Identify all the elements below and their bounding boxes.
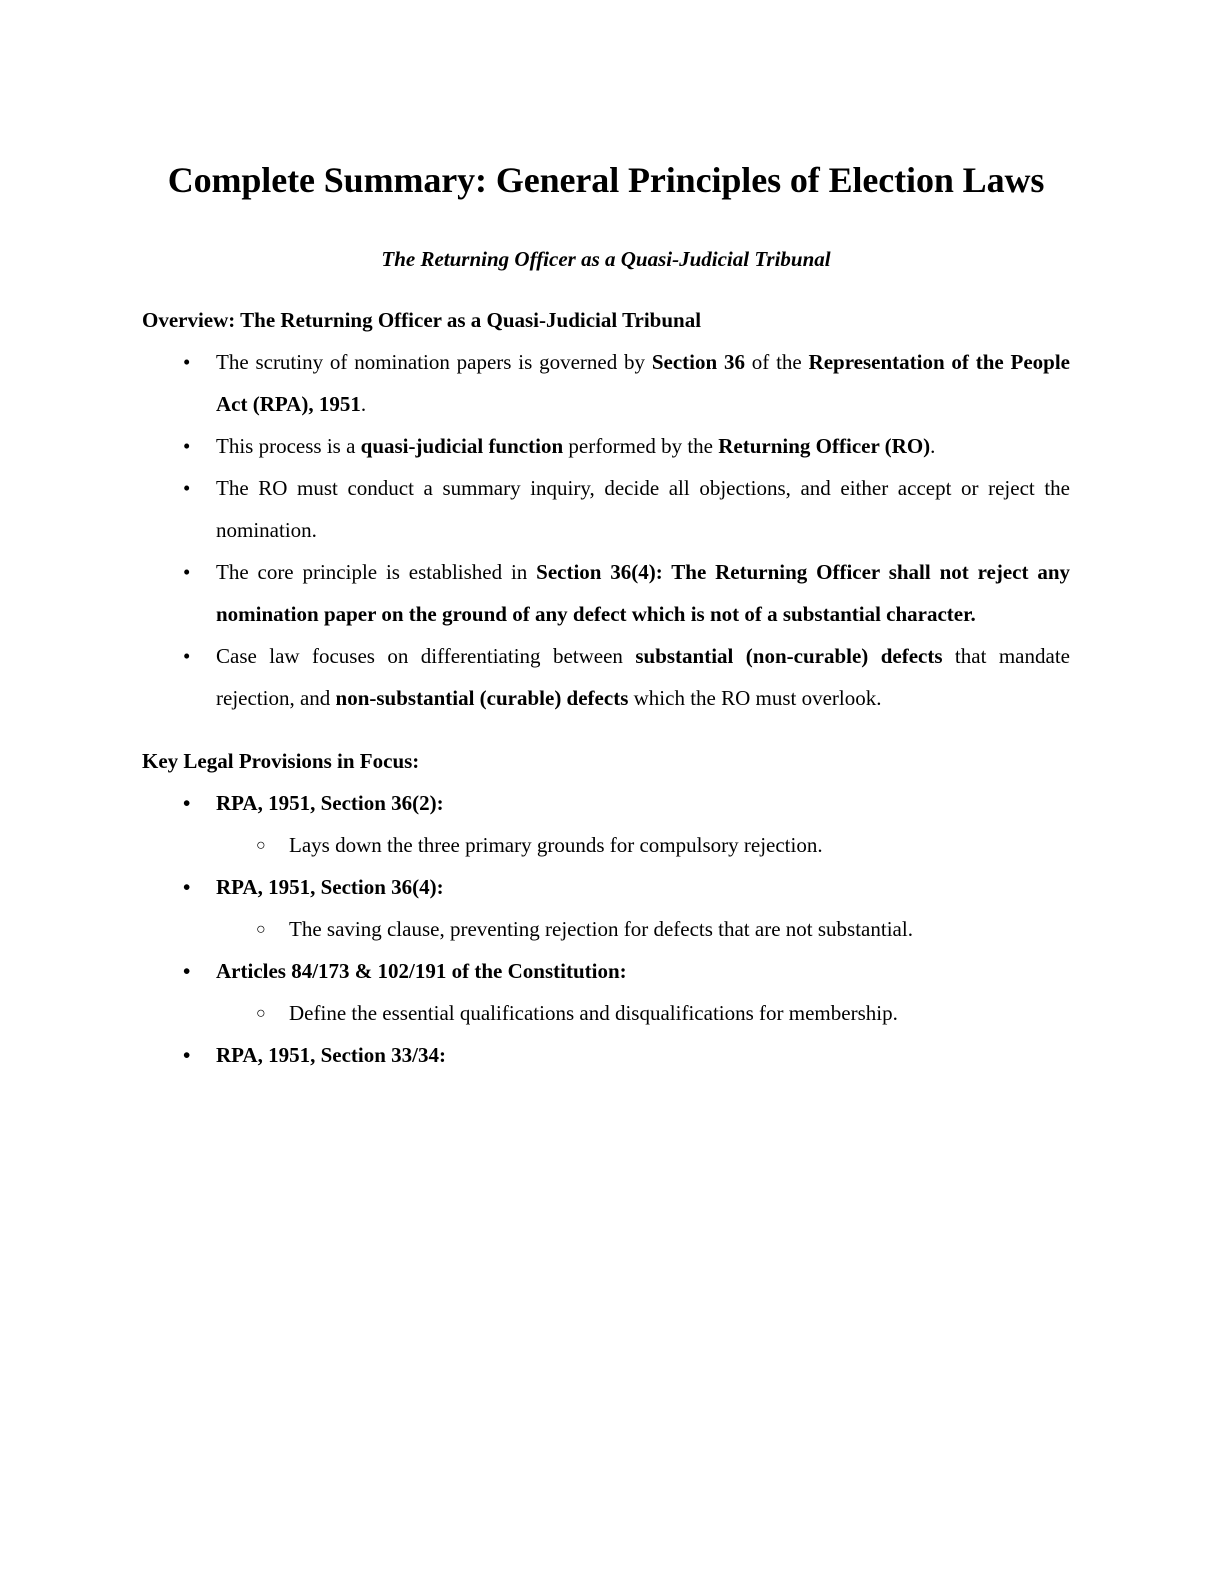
overview-bullet-item: [142, 467, 1070, 551]
overview-bullet-item: [142, 635, 1070, 719]
provision-group: [142, 782, 1070, 824]
overview-bullet-item: [142, 425, 1070, 467]
provision-detail-list: [142, 992, 1070, 1034]
document-content: [142, 0, 1070, 1076]
body-text: The core principle is established in: [216, 560, 537, 584]
body-text: of the: [744, 350, 809, 374]
overview-bullet-item: [142, 551, 1070, 635]
provision-detail-list: [142, 824, 1070, 866]
provision-group: [142, 866, 1070, 908]
emphasis-text: substantial (non-curable) defects: [635, 644, 943, 668]
provision-detail-list: [142, 908, 1070, 950]
body-text: performed by the: [563, 434, 719, 458]
emphasis-text: quasi-judicial function: [360, 434, 564, 458]
provision-detail-item: ○ Define the essential qualifications and disqualifications for membership.: [142, 992, 1070, 1034]
provision-label: • RPA, 1951, Section 36(2):: [142, 782, 1070, 824]
page-subtitle: The Returning Officer as a Quasi-Judicial Tribunal: [381, 247, 831, 271]
emphasis-text: Section 36: [651, 350, 745, 374]
body-text: This process is a: [216, 434, 361, 458]
provisions-list: [142, 782, 1070, 1076]
emphasis-text: non-substantial (curable) defects: [335, 686, 629, 710]
emphasis-text: Returning Officer (RO): [718, 434, 931, 458]
provision-label: • RPA, 1951, Section 33/34:: [142, 1034, 1070, 1076]
body-text: The RO must conduct a summary inquiry, decide all objections, and either accept or reject the nomination.: [216, 476, 1070, 542]
section-heading-key-legal-provisions: Key Legal Provisions in Focus:: [142, 749, 420, 773]
emphasis-text: Section 36(4): The Returning Officer shall not reject any nomination paper on the ground of any defect which is not of a substantial character.: [216, 560, 1070, 626]
emphasis-text: Representation of the People Act (RPA), 1951: [216, 350, 1071, 416]
overview-bullet-list: [142, 341, 1070, 719]
page-title-line-2: Laws: [962, 160, 1045, 200]
provision-label: • Articles 84/173 & 102/191 of the Constitution:: [142, 950, 1070, 992]
provision-detail-item: ○ The saving clause, preventing rejection for defects that are not substantial.: [142, 908, 1070, 950]
body-text: The scrutiny of nomination papers is governed by: [216, 350, 652, 374]
overview-bullet-item: [142, 341, 1070, 425]
body-text: that mandate rejection, and: [216, 644, 1070, 710]
body-text: .: [930, 434, 936, 458]
provision-group: [142, 1034, 1070, 1076]
provision-label: • RPA, 1951, Section 36(4):: [142, 866, 1070, 908]
section-heading-overview: Overview: The Returning Officer as a Quasi-Judicial Tribunal: [142, 308, 702, 332]
provision-detail-item: ○ Lays down the three primary grounds for compulsory rejection.: [142, 824, 1070, 866]
body-text: Case law focuses on differentiating between: [216, 644, 636, 668]
body-text: which the RO must overlook.: [628, 686, 882, 710]
page-title: [142, 0, 1070, 217]
body-text: .: [360, 392, 367, 416]
provision-group: [142, 950, 1070, 992]
page-title-line-1: Complete Summary: General Principles of Election: [167, 160, 954, 200]
